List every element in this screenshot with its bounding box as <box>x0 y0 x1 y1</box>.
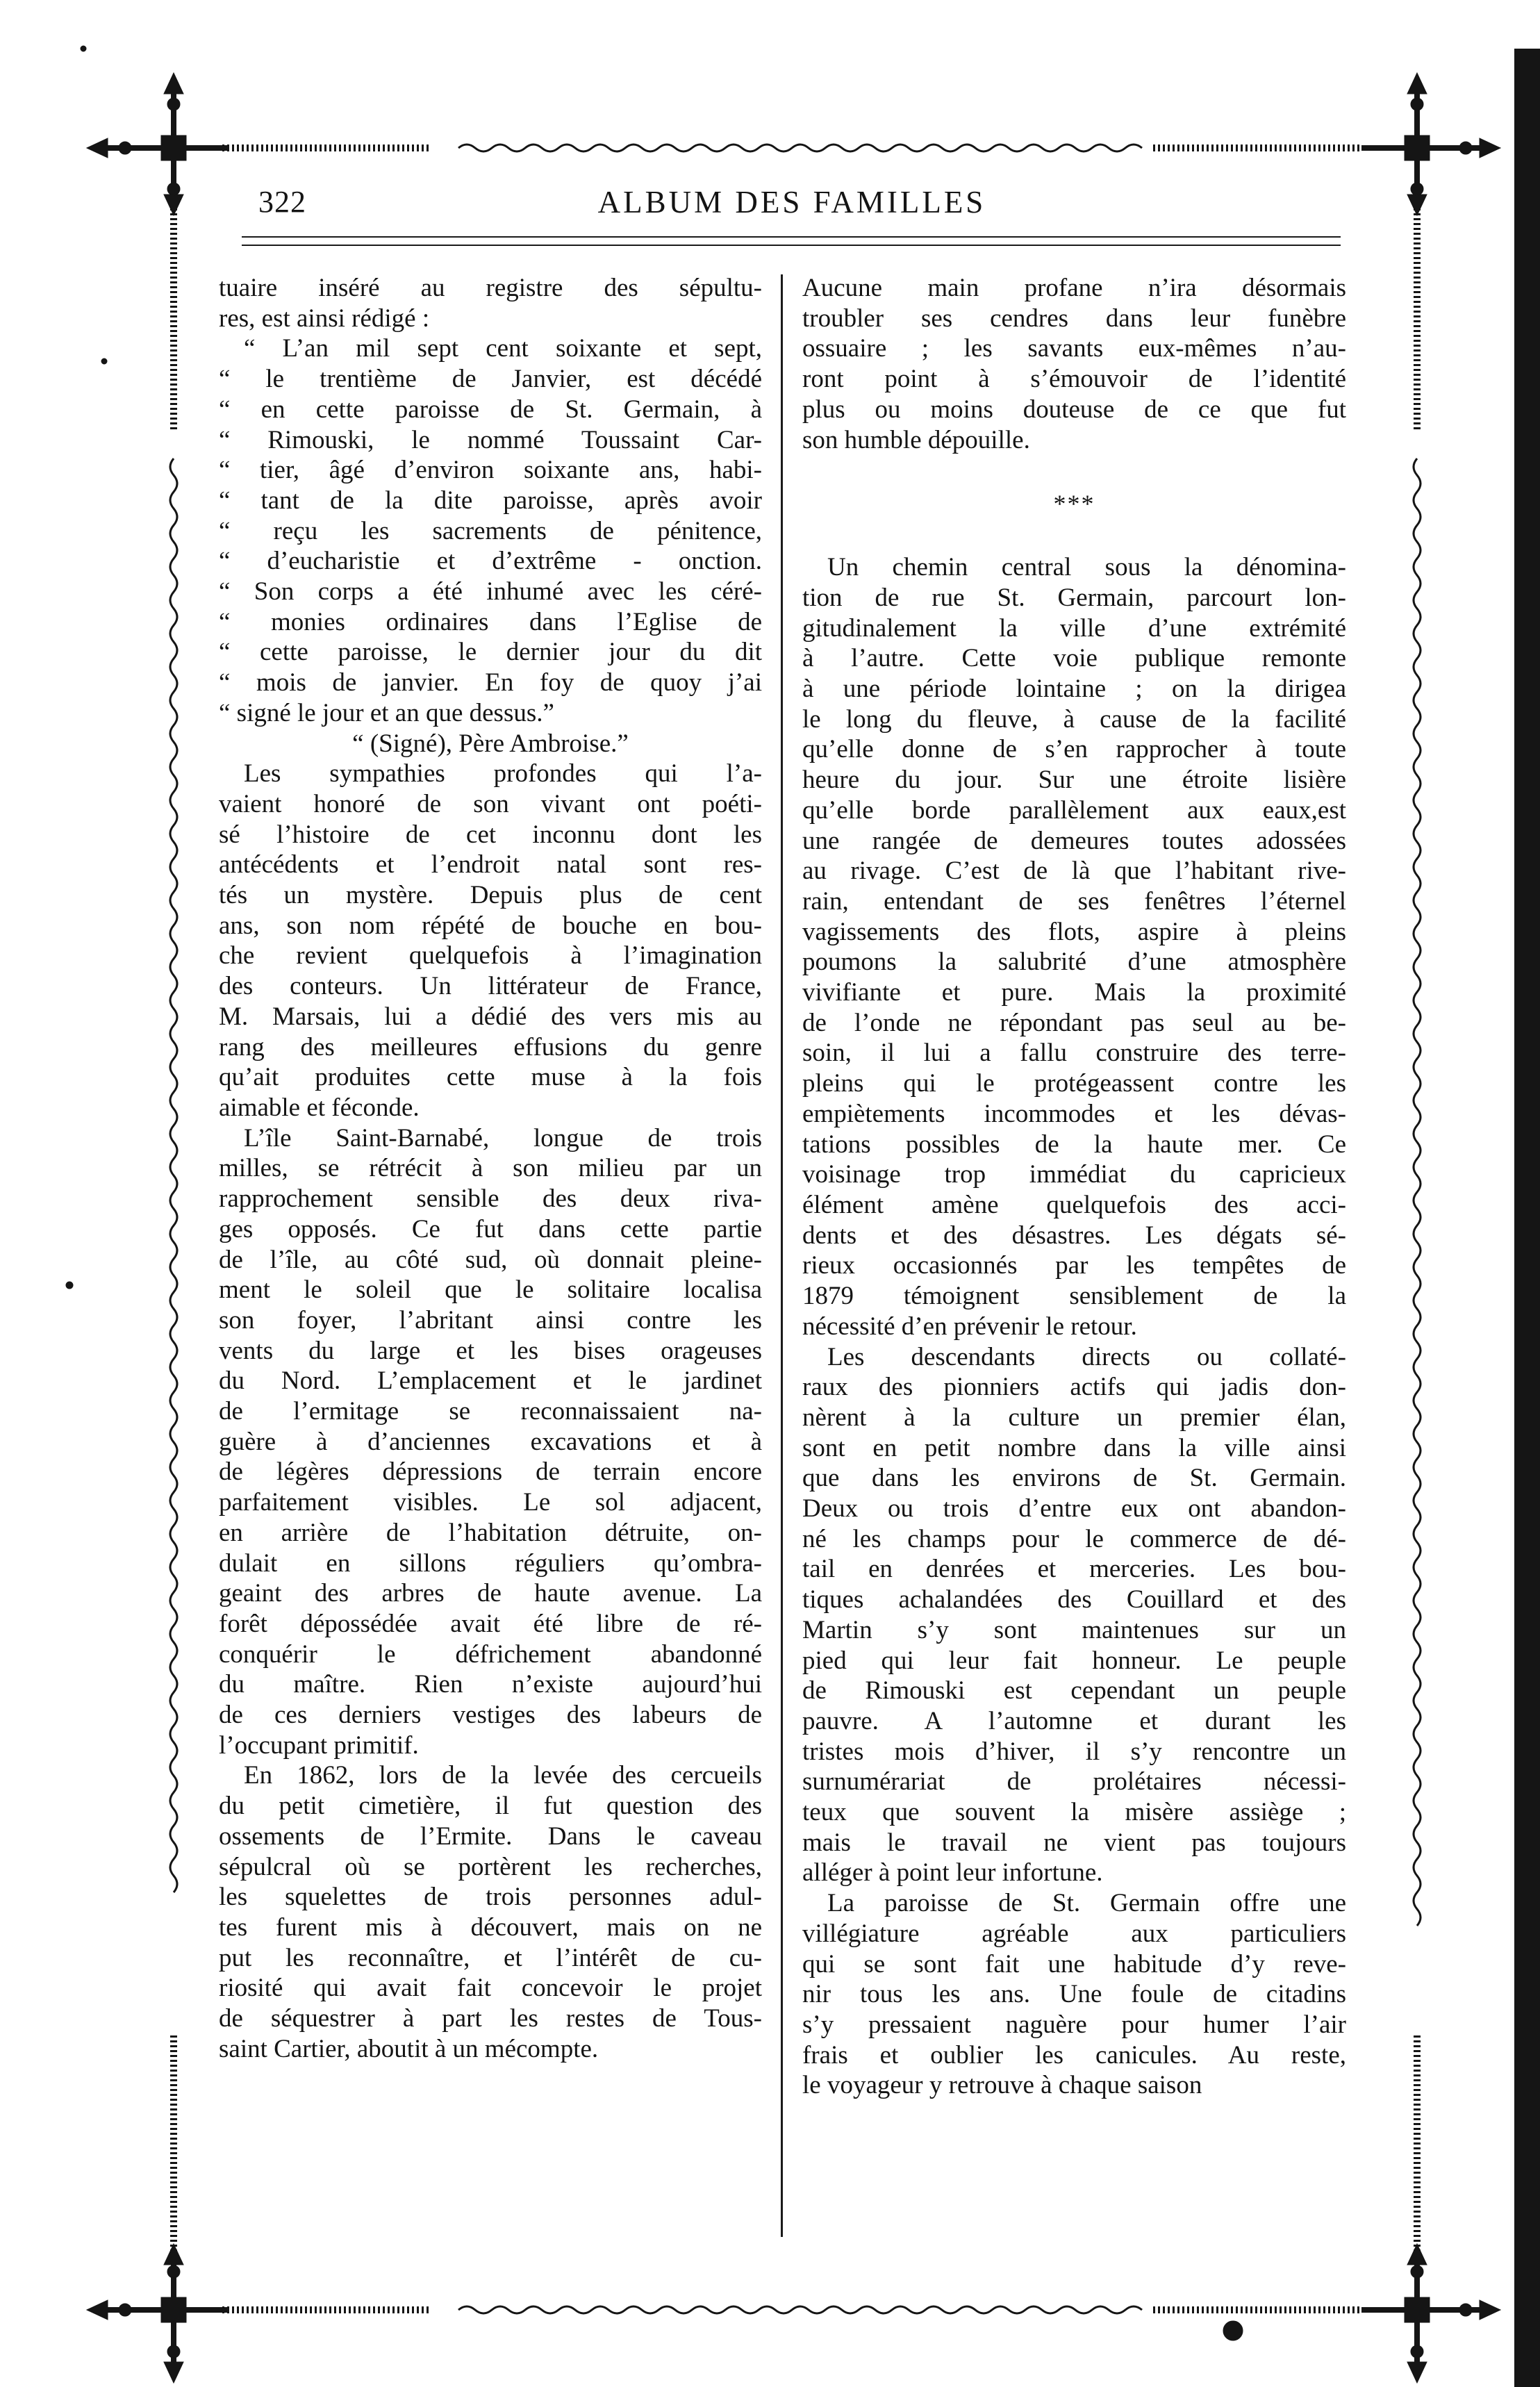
text-line: Martin s’y sont maintenues sur un <box>802 1615 1346 1644</box>
text-line: empiètements incommodes et les dévas- <box>802 1099 1346 1128</box>
text-line: res, est ainsi rédigé : <box>219 304 430 333</box>
text-line: vagissements des flots, aspire à pleins <box>802 917 1346 946</box>
text-line: nécessité d’en prévenir le retour. <box>802 1312 1137 1341</box>
text-line: frais et oublier les canicules. Au reste, <box>802 2040 1346 2070</box>
text-line: tail en denrées et merceries. Les bou- <box>802 1555 1346 1584</box>
text-line: “ cette paroisse, le dernier jour du dit <box>219 638 762 667</box>
text-line: de Rimouski est cependant un peuple <box>802 1676 1346 1705</box>
text-line: à une période lointaine ; on la dirigea <box>802 675 1346 704</box>
text-line: son humble dépouille. <box>802 425 1030 454</box>
text-line: rieux occasionnés par les tempêtes de <box>802 1251 1346 1280</box>
text-column-right <box>802 273 1346 2101</box>
text-line: dulait en sillons réguliers qu’ombra- <box>219 1548 762 1578</box>
text-line: des conteurs. Un littérateur de France, <box>219 972 762 1001</box>
text-line: son foyer, l’abritant ainsi contre les <box>219 1305 762 1335</box>
text-line: plus ou moins douteuse de ce que fut <box>802 395 1346 424</box>
text-line: vivifiante et pure. Mais la proximité <box>802 978 1346 1007</box>
text-line: M. Marsais, lui a dédié des vers mis au <box>219 1002 762 1031</box>
text-line: en arrière de l’habitation détruite, on- <box>219 1518 762 1547</box>
text-line: rang des meilleures effusions du genre <box>219 1032 762 1062</box>
text-line: de l’onde ne répondant pas seul au be- <box>802 1008 1346 1037</box>
text-line: Deux ou trois d’entre eux ont abandon- <box>802 1494 1346 1523</box>
text-line: sépulcral où se portèrent les recherches, <box>219 1852 762 1881</box>
text-line: du maître. Rien n’existe aujourd’hui <box>219 1670 762 1699</box>
text-line: riosité qui avait fait concevoir le projet <box>219 1974 762 2003</box>
text-line: l’occupant primitif. <box>219 1731 419 1760</box>
text-line: du Nord. L’emplacement et le jardinet <box>219 1366 762 1396</box>
text-line: heure du jour. Sur une étroite lisière <box>802 766 1346 795</box>
text-line: “ Son corps a été inhumé avec les céré- <box>219 577 762 606</box>
text-line: soin, il lui a fallu construire des terre- <box>802 1039 1346 1068</box>
text-line: nir tous les ans. Une foule de citadins <box>802 1980 1346 2009</box>
text-line: tuaire inséré au registre des sépultu- <box>219 274 762 302</box>
text-line: milles, se rétrécit à son milieu par un <box>219 1154 762 1183</box>
text-line: de l’ermitage se reconnaissaient na- <box>219 1397 762 1426</box>
text-line: dents et des désastres. Les dégats sé- <box>802 1221 1346 1250</box>
text-line: s’y pressaient naguère pour humer l’air <box>802 2010 1346 2039</box>
text-line: antécédents et l’endroit natal sont res- <box>219 850 762 879</box>
text-line: tes furent mis à découvert, mais on ne <box>219 1913 762 1942</box>
text-line: tristes mois d’hiver, il s’y rencontre un <box>802 1737 1346 1766</box>
text-line: alléger à point leur infortune. <box>802 1858 1103 1888</box>
text-line: geaint des arbres de haute avenue. La <box>219 1579 762 1608</box>
text-column-left <box>219 273 762 2064</box>
text-line: de l’île, au côté sud, où donnait pleine- <box>219 1245 762 1274</box>
text-line: poumons la salubrité d’une atmosphère <box>802 948 1346 977</box>
text-line: conquérir le défrichement abandonné <box>219 1639 762 1669</box>
text-line: du petit cimetière, il fut question des <box>219 1792 762 1821</box>
text-line: “ d’eucharistie et d’extrême - onction. <box>219 547 762 576</box>
text-line: une rangée de demeures toutes adossées <box>802 826 1346 855</box>
text-line: qu’elle donne de s’en rapprocher à toute <box>802 735 1346 764</box>
text-line: pied qui leur fait honneur. Le peuple <box>802 1646 1346 1675</box>
text-line: Les sympathies profondes qui l’a- <box>244 759 762 788</box>
text-line: de séquestrer à part les restes de Tous- <box>219 2004 762 2033</box>
text-line: que dans les environs de St. Germain. <box>802 1464 1346 1493</box>
text-line: au rivage. C’est de là que l’habitant rive- <box>802 857 1346 886</box>
text-line: pleins qui le protégeassent contre les <box>802 1069 1346 1098</box>
text-line: le voyageur y retrouve à chaque saison <box>802 2071 1202 2100</box>
text-line: nèrent à la culture un premier élan, <box>802 1403 1346 1432</box>
page-number: 322 <box>258 185 306 219</box>
text-line: qu’ait produites cette muse à la fois <box>219 1063 762 1092</box>
text-line: ront point à s’émouvoir de l’identité <box>802 365 1346 394</box>
text-line: “ tant de la dite paroisse, après avoir <box>219 486 762 515</box>
text-line: voisinage trop immédiat du capricieux <box>802 1160 1346 1189</box>
text-line: put les reconnaître, et l’intérêt de cu- <box>219 1943 762 1972</box>
text-line: L’île Saint-Barnabé, longue de trois <box>244 1123 762 1153</box>
text-line: teux que souvent la misère assiège ; <box>802 1798 1346 1827</box>
text-line: La paroisse de St. Germain offre une <box>827 1889 1346 1918</box>
text-line: pauvre. A l’automne et durant les <box>802 1706 1346 1735</box>
text-line: élément amène quelquefois des acci- <box>802 1190 1346 1219</box>
text-line: En 1862, lors de la levée des cercueils <box>244 1761 762 1790</box>
text-line: mais le travail ne vient pas toujours <box>802 1828 1346 1857</box>
text-line: villégiature agréable aux particuliers <box>802 1919 1346 1948</box>
text-line: Un chemin central sous la dénomina- <box>827 553 1346 582</box>
text-line: “ (Signé), Père Ambroise.” <box>352 729 629 758</box>
text-line: Les descendants directs ou collaté- <box>827 1342 1346 1371</box>
text-line: les squelettes de trois personnes adul- <box>219 1883 762 1912</box>
text-line: raux des pionniers actifs qui jadis don- <box>802 1373 1346 1402</box>
text-line: Aucune main profane n’ira désormais <box>802 274 1346 302</box>
running-header <box>243 184 1341 233</box>
text-line: rapprochement sensible des deux riva- <box>219 1184 762 1214</box>
text-line: forêt dépossédée avait été libre de ré- <box>219 1609 762 1638</box>
text-line: le long du fleuve, à cause de la facilité <box>802 704 1346 734</box>
text-line: ossuaire ; les savants eux-mêmes n’au- <box>802 334 1346 363</box>
text-line: “ mois de janvier. En foy de quoy j’ai <box>219 668 762 697</box>
text-line: “ L’an mil sept cent soixante et sept, <box>244 334 762 363</box>
text-line: troubler ses cendres dans leur funèbre <box>802 304 1346 333</box>
text-line: saint Cartier, aboutit à un mécompte. <box>219 2034 599 2063</box>
column-separator <box>781 274 783 2237</box>
text-line: surnumérariat de prolétaires nécessi- <box>802 1767 1346 1797</box>
text-line: rain, entendant de ses fenêtres l’éternel <box>802 886 1346 916</box>
text-line: tion de rue St. Germain, parcourt lon- <box>802 583 1346 612</box>
asterism-separator: *** <box>1053 490 1095 518</box>
text-line: vaient honoré de son vivant ont poéti- <box>219 789 762 818</box>
text-line: de légères dépressions de terrain encore <box>219 1457 762 1487</box>
text-line: ans, son nom répété de bouche en bou- <box>219 911 762 940</box>
text-line: vents du large et les bises orageuses <box>219 1336 762 1365</box>
text-line: né les champs pour le commerce de dé- <box>802 1524 1346 1553</box>
text-line: tés un mystère. Depuis plus de cent <box>219 881 762 910</box>
text-line: ment le soleil que le solitaire localisa <box>219 1275 762 1305</box>
running-title: ALBUM DES FAMILLES <box>597 185 986 220</box>
text-line: sont en petit nombre dans la ville ainsi <box>802 1433 1346 1462</box>
header-rule <box>242 236 1341 238</box>
text-line: “ reçu les sacrements de pénitence, <box>219 516 762 545</box>
text-line: ges opposés. Ce fut dans cette partie <box>219 1214 762 1244</box>
text-line: parfaitement visibles. Le sol adjacent, <box>219 1488 762 1517</box>
text-line: “ en cette paroisse de St. Germain, à <box>219 395 762 424</box>
text-line: qui se sont fait une habitude d’y reve- <box>802 1949 1346 1979</box>
text-line: qu’elle borde parallèlement aux eaux,est <box>802 795 1346 825</box>
text-line: 1879 témoignent sensiblement de la <box>802 1282 1346 1311</box>
text-line: “ le trentième de Janvier, est décédé <box>219 365 762 394</box>
text-line: sé l’histoire de cet inconnu dont les <box>219 820 762 849</box>
text-line: guère à d’anciennes excavations et à <box>219 1427 762 1456</box>
text-line: à l’autre. Cette voie publique remonte <box>802 644 1346 673</box>
text-line: “ Rimouski, le nommé Toussaint Car- <box>219 425 762 454</box>
text-line: tations possibles de la haute mer. Ce <box>802 1130 1346 1159</box>
text-line: che revient quelquefois à l’imagination <box>219 941 762 971</box>
text-line: de ces derniers vestiges des labeurs de <box>219 1701 762 1730</box>
text-line: aimable et féconde. <box>219 1093 420 1122</box>
text-line: “ signé le jour et an que dessus.” <box>219 698 554 727</box>
text-line: “ tier, âgé d’environ soixante ans, habi- <box>219 456 762 485</box>
text-line: tiques achalandées des Couillard et des <box>802 1585 1346 1614</box>
text-line: “ monies ordinaires dans l’Eglise de <box>219 607 762 636</box>
text-line: ossements de l’Ermite. Dans le caveau <box>219 1822 762 1851</box>
header-rule-double <box>242 245 1341 246</box>
text-line: gitudinalement la ville d’une extrémité <box>802 613 1346 643</box>
